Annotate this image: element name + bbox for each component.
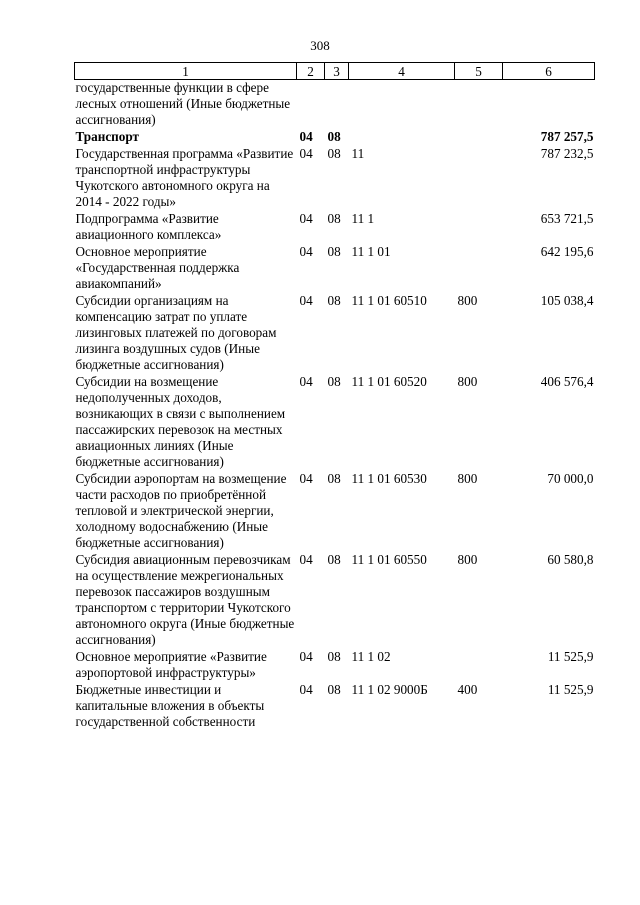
cell-amount: 642 195,6 [540,244,594,259]
cell-subsection: 08 [327,682,341,697]
cell-target-article: 11 1 01 60550 [351,552,427,567]
column-header-expense-type: 5 [455,63,503,80]
table-row [75,244,595,293]
cell-amount: 11 525,9 [547,682,594,697]
table-row [75,552,595,649]
cell-section: 04 [299,293,313,308]
cell-amount: 70 000,0 [547,471,594,486]
column-header-amount: 6 [503,63,595,80]
cell-amount: 11 525,9 [547,649,594,664]
table-row [75,649,595,682]
cell-amount [503,80,595,130]
table-row [75,293,595,374]
cell-name: Бюджетные инвестиции и капитальные вложения в объекты государственной собственности [75,682,265,729]
table-row [75,374,595,471]
budget-table [74,62,595,731]
cell-target-article: 11 1 01 [351,244,391,259]
cell-name: Основное мероприятие «Развитие аэропортовой инфраструктуры» [75,649,267,680]
cell-section: 04 [299,244,313,259]
cell-target-article: 11 1 [351,211,375,226]
table-row [75,211,595,244]
cell-expense-type: 800 [457,552,478,567]
cell-section: 04 [299,211,313,226]
cell-expense-type [455,129,503,146]
cell-target-article: 11 [351,146,365,161]
cell-amount: 787 257,5 [540,129,594,144]
table-row [75,682,595,731]
page-number: 308 [310,38,330,53]
cell-subsection: 08 [327,649,341,664]
cell-name: Подпрограмма «Развитие авиационного комплекса» [75,211,222,242]
cell-section: 04 [299,682,313,697]
table-row [75,129,595,146]
cell-subsection [325,80,349,130]
table-header-row [75,63,595,80]
cell-amount: 653 721,5 [540,211,594,226]
cell-section: 04 [299,471,313,486]
cell-target-article: 11 1 02 9000Б [351,682,428,697]
cell-name: Субсидии аэропортам на возмещение части расходов по приобретённой тепловой и электрической энергии, холодному водоснабжению (Иные бюджетные ассигнования) [75,471,287,550]
cell-expense-type: 800 [457,293,478,308]
cell-subsection: 08 [327,552,341,567]
cell-section: 04 [299,129,313,144]
cell-amount: 105 038,4 [540,293,594,308]
column-header-section: 2 [297,63,325,80]
cell-subsection: 08 [327,244,341,259]
cell-subsection: 08 [327,211,341,226]
cell-expense-type: 400 [457,682,478,697]
cell-expense-type [455,244,503,293]
cell-amount: 406 576,4 [540,374,594,389]
cell-name: Основное мероприятие «Государственная поддержка авиакомпаний» [75,244,240,291]
cell-amount: 60 580,8 [547,552,594,567]
cell-expense-type [455,146,503,211]
cell-target-article [349,129,455,146]
cell-target-article: 11 1 01 60510 [351,293,427,308]
cell-section: 04 [299,374,313,389]
column-header-subsection: 3 [325,63,349,80]
cell-target-article: 11 1 01 60530 [351,471,427,486]
table-row [75,146,595,211]
cell-subsection: 08 [327,374,341,389]
cell-expense-type [455,80,503,130]
table-row [75,80,595,130]
column-header-name: 1 [75,63,297,80]
cell-section: 04 [299,552,313,567]
cell-expense-type [455,211,503,244]
cell-amount: 787 232,5 [540,146,594,161]
table-body [75,80,595,732]
cell-expense-type: 800 [457,471,478,486]
table-row [75,471,595,552]
cell-section: 04 [299,649,313,664]
cell-target-article [349,80,455,130]
cell-name: государственные функции в сфере лесных отношений (Иные бюджетные ассигнования) [75,80,291,127]
cell-expense-type: 800 [457,374,478,389]
cell-target-article: 11 1 02 [351,649,391,664]
cell-section [297,80,325,130]
cell-name: Субсидия авиационным перевозчикам на осуществление межрегиональных перевозок пассажиров воздушным транспортом с территории Чукотского автономного округа (Иные бюджетные ассигнования) [75,552,295,647]
cell-name: Государственная программа «Развитие транспортной инфраструктуры Чукотского автономного округа на 2014 - 2022 годы» [75,146,294,209]
cell-name: Субсидии организациям на компенсацию затрат по уплате лизинговых платежей по договорам лизинга воздушных судов (Иные бюджетные ассигнования) [75,293,277,372]
cell-subsection: 08 [327,129,341,144]
cell-subsection: 08 [327,293,341,308]
cell-name: Субсидии на возмещение недополученных доходов, возникающих в связи с выполнением пассажирских перевозок на местных авиационных линиях (Иные бюджетные ассигнования) [75,374,286,469]
cell-expense-type [455,649,503,682]
cell-target-article: 11 1 01 60520 [351,374,427,389]
cell-subsection: 08 [327,146,341,161]
cell-subsection: 08 [327,471,341,486]
cell-name: Транспорт [75,129,140,144]
column-header-target-article: 4 [349,63,455,80]
cell-section: 04 [299,146,313,161]
